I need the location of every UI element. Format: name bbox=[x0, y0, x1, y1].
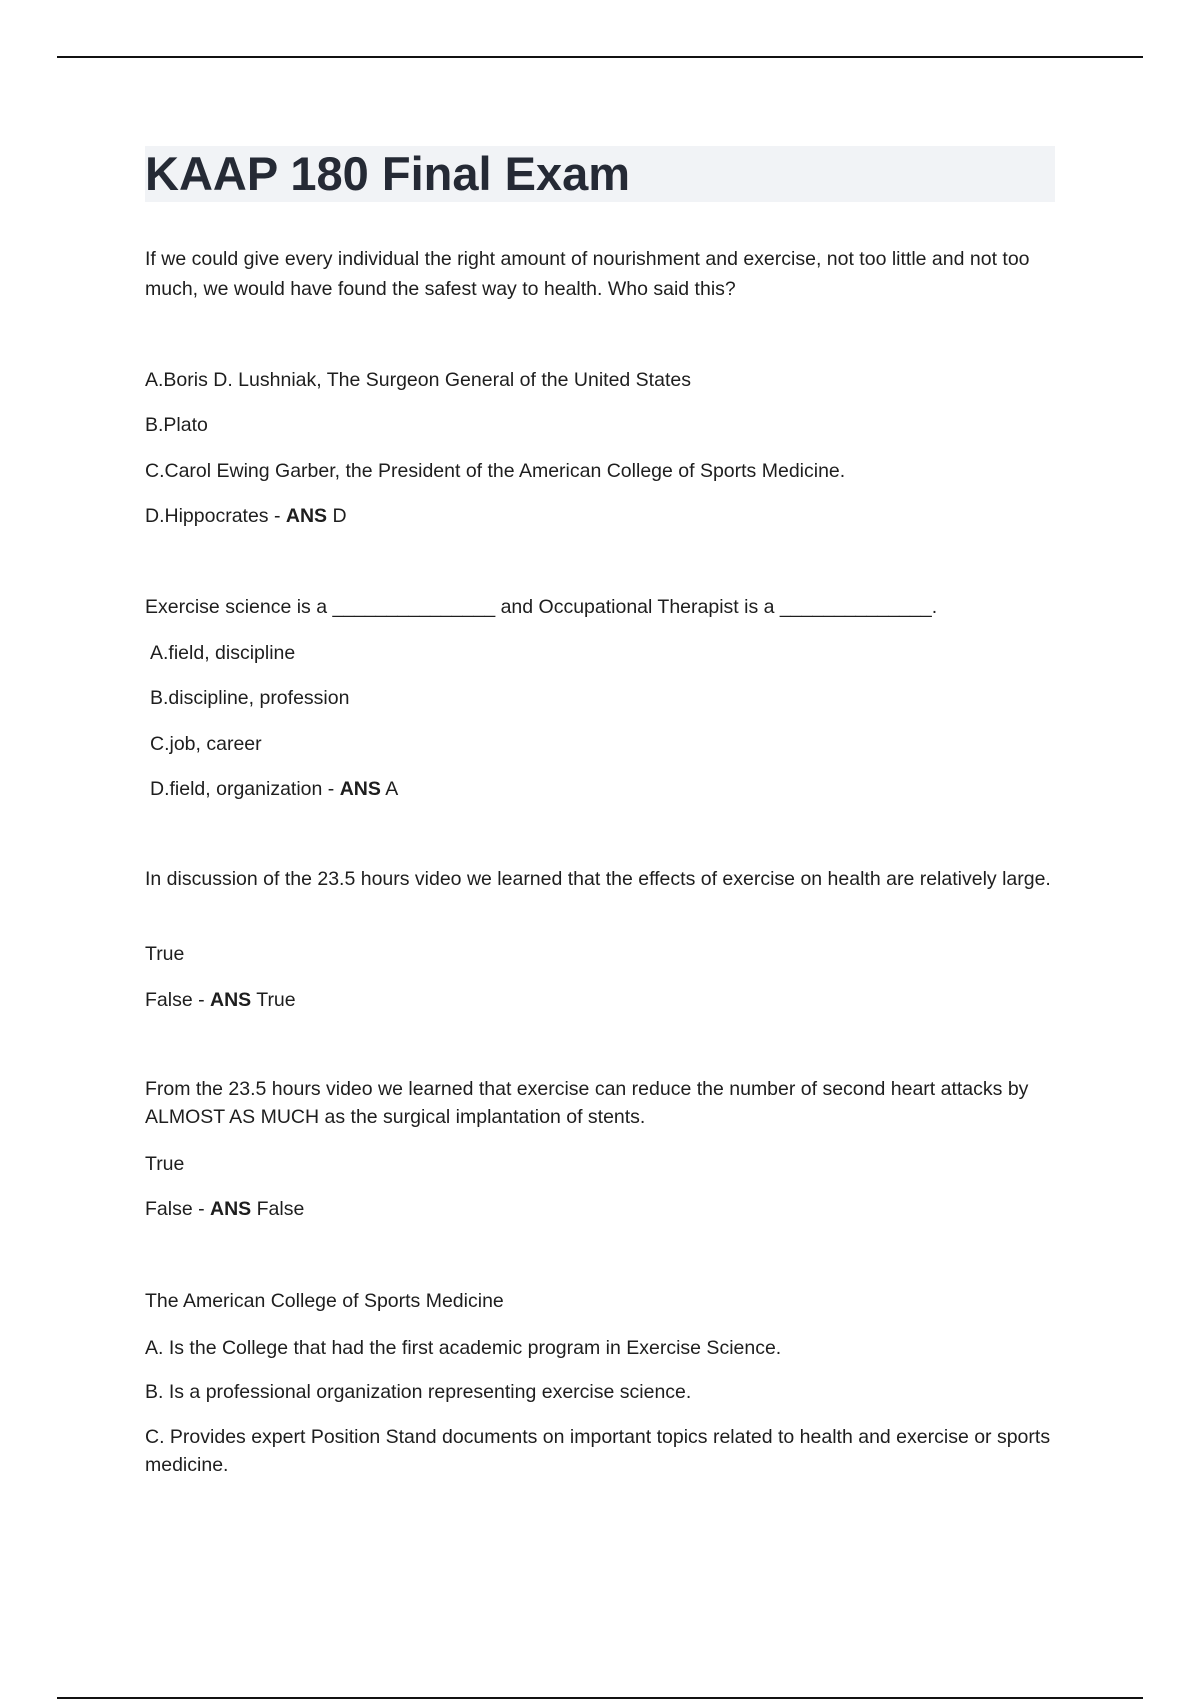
exam-page bbox=[145, 146, 1055, 1476]
question-prompt: If we could give every individual the right amount of nourishment and exercise, not too little and not too much, we would have found the safest way to health. Who said this? bbox=[145, 248, 1030, 300]
option-item: True bbox=[145, 943, 185, 965]
answer-value: True bbox=[251, 989, 296, 1011]
option-item: A.field, discipline bbox=[150, 642, 296, 664]
option-text: False - bbox=[145, 1198, 211, 1220]
question-block-3 bbox=[145, 864, 1055, 894]
top-rule bbox=[57, 56, 1143, 58]
option-item: B.discipline, profession bbox=[150, 687, 350, 709]
option-item: C. Provides expert Position Stand documents on important topics related to health and exercise or sports medicine. bbox=[145, 1426, 1051, 1476]
answer-value: D bbox=[327, 505, 347, 527]
option-item: B.Plato bbox=[145, 414, 208, 436]
option-item: B. Is a professional organization representing exercise science. bbox=[145, 1381, 692, 1403]
question-block-4 bbox=[145, 1075, 1055, 1131]
option-item: True bbox=[145, 1153, 185, 1175]
ans-label: ANS bbox=[210, 989, 252, 1011]
option-text: False - bbox=[145, 989, 211, 1011]
ans-label: ANS bbox=[285, 505, 328, 527]
question-prompt: The American College of Sports Medicine bbox=[145, 1290, 504, 1312]
document-title: KAAP 180 Final Exam bbox=[145, 147, 631, 200]
answer-line bbox=[145, 985, 296, 1015]
question-prompt: In discussion of the 23.5 hours video we learned that the effects of exercise on health are relatively large. bbox=[145, 868, 1051, 890]
answer-value: A bbox=[380, 778, 399, 800]
option-text: D.field, organization - bbox=[150, 778, 340, 800]
option-item: C.job, career bbox=[150, 733, 262, 755]
option-text: D.Hippocrates - bbox=[145, 505, 286, 527]
answer-line bbox=[145, 501, 347, 531]
bottom-rule bbox=[57, 1697, 1143, 1699]
option-item: A.Boris D. Lushniak, The Surgeon General of the United States bbox=[145, 369, 691, 391]
question-prompt: From the 23.5 hours video we learned that exercise can reduce the number of second heart attacks by ALMOST AS MUCH as the surgical implantation of stents. bbox=[145, 1078, 1029, 1128]
option-item: C.Carol Ewing Garber, the President of the American College of Sports Medicine. bbox=[145, 460, 846, 482]
question-block-2 bbox=[145, 592, 1055, 622]
question-prompt: Exercise science is a _______________ and Occupational Therapist is a ______________. bbox=[145, 596, 938, 618]
question-block-1 bbox=[145, 244, 1055, 304]
ans-label: ANS bbox=[339, 778, 381, 800]
title-band bbox=[145, 146, 1055, 202]
question-block-5 bbox=[145, 1286, 1055, 1316]
answer-value: False bbox=[251, 1198, 305, 1220]
answer-line bbox=[145, 1194, 304, 1224]
ans-label: ANS bbox=[210, 1198, 252, 1220]
answer-line bbox=[150, 774, 398, 804]
option-item: A. Is the College that had the first academic program in Exercise Science. bbox=[145, 1337, 782, 1359]
